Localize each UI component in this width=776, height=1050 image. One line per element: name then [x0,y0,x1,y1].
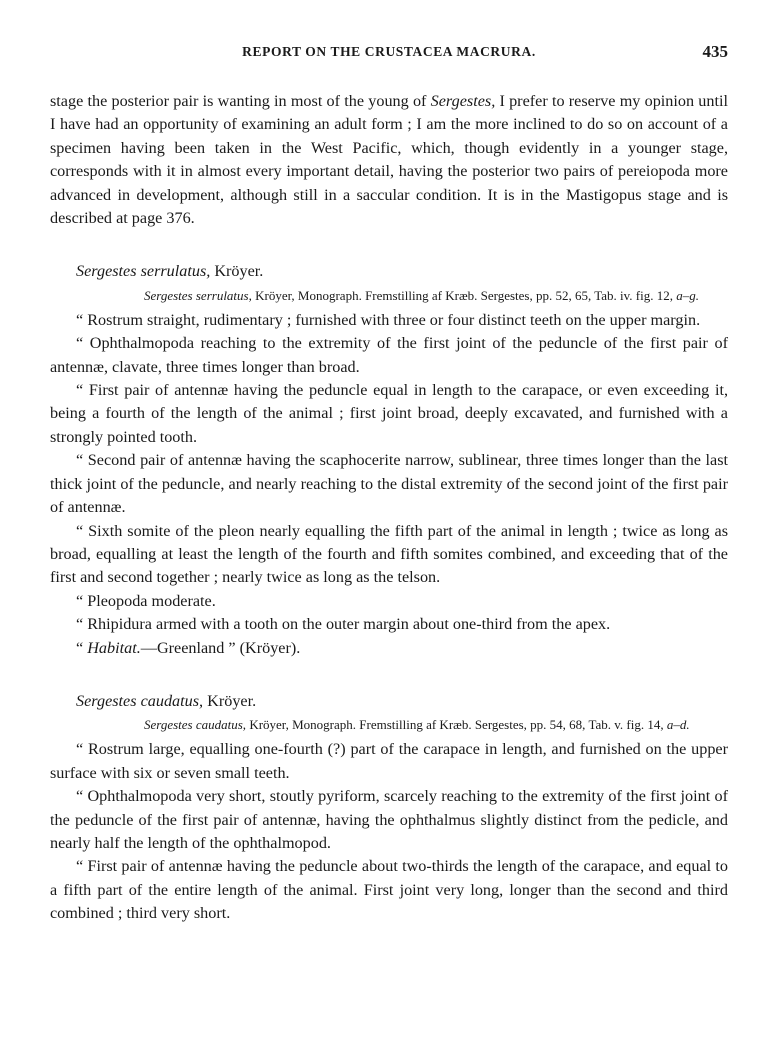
synonym-name: Sergestes caudatus, [144,717,247,733]
description-paragraph: “ First pair of antennæ having the peduncle about two-thirds the length of the carapace, and equal to a fifth part of the entire length of the animal. First joint very long, longer than the second and third combined ; third very short. [50,857,728,923]
description-paragraph: “ Ophthalmopoda very short, stoutly pyriform, scarcely reaching to the extremity of the first joint of the peduncle of the first pair of antennæ, having the ophthalmus slightly distinct from the pedicle, and nearly half the length of the ophthalmopod. [50,787,728,852]
intro-paragraph [50,90,728,230]
synonym-reference: Kröyer, Monograph. Fremstilling af Kræb. Sergestes, pp. 52, 65, Tab. iv. fig. 12, [251,287,677,303]
running-title: REPORT ON THE CRUSTACEA MACRURA. [242,44,536,59]
description-paragraph: “ Rostrum large, equalling one-fourth (?) part of the carapace in length, and furnished on the upper surface with six or seven small teeth. [50,740,728,782]
species-name: Sergestes serrulatus, [76,262,211,281]
synonym-figures: a–d. [666,717,690,733]
description-paragraph: “ Sixth somite of the pleon nearly equalling the fifth part of the animal in length ; twice as long as broad, equalling at least the length of the fourth and fifth somites combined, and exceeding that of the first and second together ; nearly twice as long as the telson. [50,521,728,587]
synonym-reference: Kröyer, Monograph. Fremstilling af Kræb. Sergestes, pp. 54, 68, Tab. v. fig. 14, [246,717,667,733]
intro-text-a: stage the posterior pair is wanting in most of the young of [50,92,431,110]
intro-text-b: I prefer to reserve my opinion until I have had an opportunity of examining an adult form ; I am the more inclined to do so on account of a specimen having been taken in the West Pacific, which, though evidently in a younger stage, corresponds with it in almost every important detail, having the posterior two pairs of pereiopoda more advanced in development, although still in a saccular condition. It is in the Mastigopus stage and is described at page 376. [50,92,728,228]
intro-genus: Sergestes, [430,92,496,110]
page-number: 435 [702,42,728,61]
synonym-name: Sergestes serrulatus, [144,287,252,303]
habitat-label: Habitat. [87,638,141,657]
habitat-paragraph [50,637,728,660]
species-heading-caudatus [50,690,728,713]
habitat-quote: “ [76,638,88,657]
species-name: Sergestes caudatus, [76,691,204,710]
species-author: Kröyer. [210,262,264,281]
habitat-text: —Greenland ” (Kröyer). [140,638,301,657]
description-paragraph: “ Rhipidura armed with a tooth on the outer margin about one-third from the apex. [76,615,611,634]
synonym-figures: a–g. [676,287,700,303]
description-paragraph: “ Ophthalmopoda reaching to the extremity of the first joint of the peduncle of the first pair of antennæ, clavate, three times longer than broad. [50,334,728,376]
synonymy-caudatus [144,715,728,734]
page-header [50,44,728,66]
description-paragraph: “ Second pair of antennæ having the scaphocerite narrow, sublinear, three times longer than the last thick joint of the peduncle, and nearly reaching to the distal extremity of the second joint of the first pair of antennæ. [50,451,728,517]
species-heading-serrulatus [50,260,728,283]
description-paragraph: “ Rostrum straight, rudimentary ; furnished with three or four distinct teeth on the upper margin. [76,310,701,329]
species-author: Kröyer. [203,691,257,710]
page-body [50,90,728,926]
synonymy-serrulatus [144,286,728,305]
description-paragraph: “ Pleopoda moderate. [76,591,216,610]
description-paragraph: “ First pair of antennæ having the peduncle equal in length to the carapace, or even exceeding it, being a fourth of the length of the animal ; first joint broad, deeply excavated, and furnished with a strongly pointed tooth. [50,381,728,446]
